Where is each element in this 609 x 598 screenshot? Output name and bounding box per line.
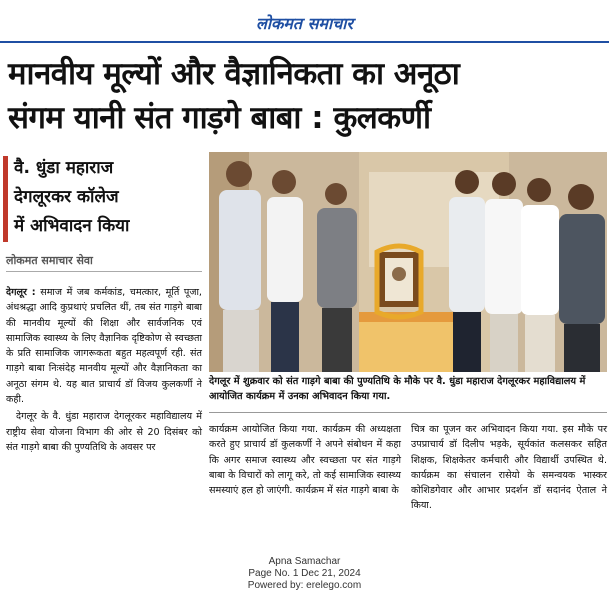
footer-powered-by: Powered by: erelego.com xyxy=(247,580,362,591)
masthead-rule xyxy=(0,41,609,43)
dateline: देगलूर : xyxy=(6,287,36,298)
masthead xyxy=(0,8,609,42)
headline-line-2: संगम यानी संत गाड़गे बाबा : कुलकर्णी xyxy=(8,100,431,136)
subhead-accent-bar xyxy=(3,156,8,242)
photo-caption: देगलूर में शुक्रवार को संत गाड़गे बाबा की पुण्यतिथि के मौके पर वै. धुंडा महाराज देगलूरकर महाविद्यालय में आयोजित कार्यक्रम में उनका अभिवादन किया गया. xyxy=(209,376,586,402)
byline: लोकमत समाचार सेवा xyxy=(6,253,202,272)
subhead-line-2: देगलूरकर कॉलेज xyxy=(14,187,119,207)
footer-publication: Apna Samachar xyxy=(268,556,341,567)
masthead-title: लोकमत समाचार xyxy=(256,14,353,33)
page-footer xyxy=(0,556,609,592)
article-column-2: कार्यक्रम आयोजित किया गया. कार्यक्रम की अध्यक्षता करते हुए प्राचार्य डॉ कुलकर्णी ने अपने संबोधन में कहा कि अगर समाज स्वास्थ्य और स्वच्छता पर संत गाड़गे बाबा के विचारों को लागू करे, तो कई सामाजिक स्वास्थ्य समस्याएं हल हो जाएंगी. कार्यक्रम में संत गाड़गे बाबा के xyxy=(209,424,401,497)
subheadline xyxy=(14,154,206,241)
article-column-1 xyxy=(6,285,202,455)
subhead-line-1: वै. धुंडा महाराज xyxy=(14,158,114,178)
article-paragraph-2: देगलूर के वै. धुंडा महाराज देगलूरकर महाविद्यालय में राष्ट्रीय सेवा योजना विभाग की ओर से 20 दिसंबर को संत गाड़गे बाबा की पुण्यतिथि के अवसर पर xyxy=(6,411,202,453)
event-photo xyxy=(209,152,607,372)
article-paragraph-1-text: समाज में जब कर्मकांड, चमत्कार, मूर्ति पूजा, अंधश्रद्धा आदि कुप्रथाएं प्रचलित थीं, तब संत गाड़गे बाबा की मानवीय मूल्यों की शिक्षा और सार्वजनिक एवं सामाजिक स्वास्थ्य के लिए वैज्ञानिक दृष्टिकोण से स्वच्छता के प्रति सामाजिक जागरूकता बहुत महत्वपूर्ण रही. संत गाड़गे बाबा निःसंदेह मानवीय मूल्यों और वैज्ञानिकता का अनूठा संगम थे. यह बात प्राचार्य डॉ विजय कुलकर्णी ने कही. xyxy=(6,287,202,406)
article-paragraph-1 xyxy=(6,285,202,407)
article-column-3: चित्र का पूजन कर अभिवादन किया गया. इस मौके पर उपप्राचार्य डॉ दिलीप भड़के, सूर्यकांत कलसकर सहित शिक्षक, शिक्षकेतर कर्मचारी और विद्यार्थी उपस्थित थे. कार्यक्रम का संचालन रासेयो के समन्वयक भास्कर कोशिडगेवार और आभार प्रदर्शन डॉ सदानंद ऐताल ने किया. xyxy=(411,424,607,512)
headline xyxy=(8,52,603,140)
headline-line-1: मानवीय मूल्यों और वैज्ञानिकता का अनूठा xyxy=(8,56,460,92)
footer-page-info: Page No. 1 Dec 21, 2024 xyxy=(248,568,361,579)
caption-divider xyxy=(209,412,607,413)
event-photo-illustration xyxy=(209,152,607,372)
subhead-line-3: में अभिवादन किया xyxy=(14,216,130,236)
